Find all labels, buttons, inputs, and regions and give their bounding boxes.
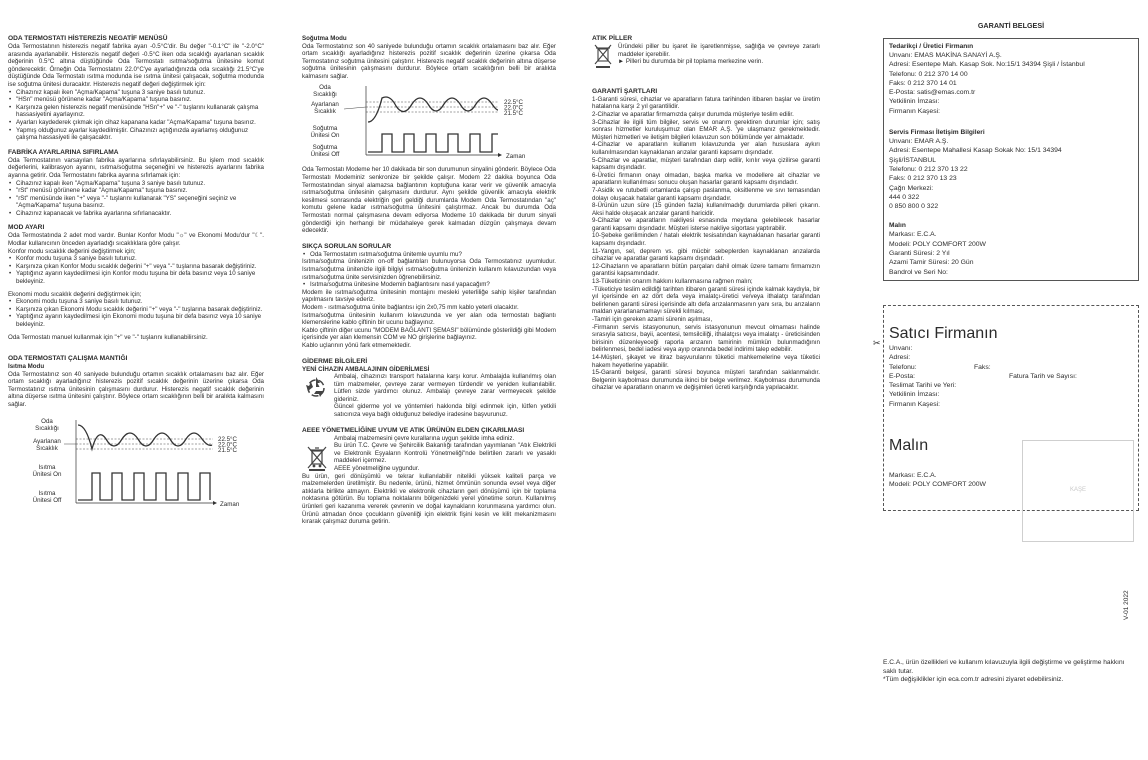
- eco-mode-steps: [8, 298, 264, 328]
- seller-field-label: Faks:: [974, 363, 991, 371]
- diagram-label: Ayarlanan: [33, 437, 61, 445]
- packaging-text: Ambalaj, cihazınızı transport hatalarına karşı korur. Ambalajda kullanılmış olan tüm malzemeler, çevreye zarar vermeyen türdendir ve yeniden kullanılabilir. Lütfen sizde yardımcı olunuz. Ambalajı çevreye zarar vermeyecek şekilde gideriniz.: [334, 373, 556, 403]
- cooling-diagram: [302, 82, 556, 160]
- comfort-mode-intro: Konfor modu sıcaklık değerini değiştirmek için;: [8, 247, 136, 255]
- info-line: Markası: E.C.A.: [889, 472, 937, 480]
- faq-answer: Isıtma/soğutma ünitesinin kullanım kılavuzunda ve yer alan oda termostatı bağlantı klemenslerine kablo çiftinin bir ucunu bağlayınız.: [302, 311, 556, 327]
- warranty-terms-title: GARANTİ ŞARTLARI: [592, 87, 658, 95]
- packaging-contact-text: Güncel giderme yol ve yöntemleri hakkında bilgi edinmek için, lütfen yetkili satıcınıza veya bağlı olduğunuz belediye iradesine başvurunuz.: [334, 403, 556, 418]
- eco-mode-intro: Ekonomi modu sıcaklık değerini değiştirmek için;: [8, 290, 142, 298]
- list-item: 9-Cihazlar ve aparatların nakliyesi esnasında meydana gelebilecek hasarlar garanti kapsamı dışındadır. Müşteri isterse nakliye sigortası yaptırabilir.: [592, 217, 820, 232]
- info-line: 444 0 322: [889, 193, 920, 201]
- list-item: • Ekonomi modu tuşuna 3 saniye basılı tutunuz.: [8, 298, 264, 306]
- info-line: Çağrı Merkezi:: [889, 184, 934, 192]
- service-heading: Servis Firması İletişim Bilgileri: [889, 129, 985, 137]
- leader-line: [344, 107, 366, 109]
- diagram-label: Soğutma: [312, 125, 338, 133]
- faq-title: SIKÇA SORULAN SORULAR: [302, 242, 392, 250]
- list-item: 5-Cihazlar ve aparatlar, müşteri tarafından darp edilir, kırılır veya çizilirse garanti kapsamı dışındadır.: [592, 156, 820, 172]
- packaging-disposal-subtitle: YENİ CİHAZIN AMBALAJININ GİDERİLMESİ: [302, 365, 430, 373]
- info-line: Bandrol ve Seri No:: [889, 268, 948, 276]
- battery-text: Üründeki piller bu işaret ile işaretlenmişse, sağlığa ve çevreye zararlı maddeler içerebilir.: [618, 43, 820, 58]
- faq-answer: Isıtma/soğutma ünitenizin on-off bağlantıları bulunuyorsa Oda Termostatınız uyumludur. Isıtma/soğutma ünitenizle ilgili bilgiyi ısıtma/soğutma ünitenizin kullanım kılavuzundan veya ısıtma/soğutma ünite servisinizden öğrenebilirsiniz.: [302, 258, 556, 281]
- diagram-label: Sıcaklık: [314, 108, 336, 116]
- battery-block: [592, 43, 820, 66]
- info-line: Telefonu: 0 212 370 13 22: [889, 165, 968, 173]
- info-line: Faks: 0 212 370 13 23: [889, 175, 957, 183]
- crossed-bin-icon: [306, 445, 328, 471]
- hysteresis-steps: [8, 89, 264, 142]
- version-label: V-01 2022: [1123, 590, 1130, 620]
- value-label: 21.5°C: [218, 446, 237, 454]
- list-item: • Yaptığınız ayarın kaydedilmesi için Ekonomi modu tuşuna bir defa basınız veya 10 saniye bekleyiniz.: [8, 313, 264, 328]
- diagram-label: Ünitesi On: [310, 132, 340, 140]
- info-line: Markası: E.C.A.: [889, 231, 937, 239]
- list-item: 11-Yangın, sel, deprem vs. gibi mücbir sebeplerden kaynaklanan arızalarda cihazlar ve aparatlar garanti kapsamı dışındadır.: [592, 247, 820, 263]
- seller-field-label: Yetkilinin İmzası:: [889, 391, 940, 399]
- value-label: 22.5°C: [218, 435, 237, 443]
- faq-answer: Kablo uçlarının yönü fark etmemektedir.: [302, 341, 412, 349]
- info-line: 0 850 800 0 322: [889, 203, 939, 211]
- list-item: 15-Garanti belgesi, garanti süresi boyunca müşteri tarafından saklanmalıdır. Belgenin kaybolması durumunda ikinci bir belge verilmez. Kaybolması durumunda cihazlar ve aparatların onarım ve değişimleri ücreti karşılığında yapılacaktır.: [592, 369, 820, 392]
- battery-text: ► Pilleri bu durumda bir pil toplama merkezine verin.: [618, 58, 764, 66]
- diagram-label: Sıcaklığı: [35, 424, 59, 432]
- faq-question: • Oda Termostatım ısıtma/soğutma ünitemle uyumlu mu?: [302, 251, 556, 259]
- list-item: • Cihazınız kapalı iken "Açma/Kapama" tuşuna 3 saniye basılı tutunuz.: [8, 89, 264, 97]
- column-1: [8, 0, 264, 515]
- unit-state-waveform: [78, 473, 210, 500]
- diagram-label: Soğutma: [312, 144, 338, 152]
- list-item: 13-Tüketicinin onarım hakkını kullanmasına rağmen malın;: [592, 278, 753, 286]
- diagram-label: Ünitesi Off: [32, 496, 62, 504]
- list-item: 8-Ürünün uzun süre (15 günden fazla) kullanılmadığı durumlarda pilleri çıkarın. Aksi halde oluşacak arızalar garanti haricidir.: [592, 202, 820, 217]
- seller-field-row: [889, 363, 1133, 372]
- info-line: Unvanı: EMAR A.Ş.: [889, 138, 949, 146]
- temperature-curve: [368, 97, 498, 122]
- cooling-mode-text: Oda Termostatınız son 40 saniyede bulunduğu ortamın sıcaklık ortalamasını baz alır. Eğer ortam sıcaklığı ayarladığınız histerezis pozitif sıcaklık değerinin üzerine çıkarsa Oda Termostatınız soğutma ünitesini çalıştırır. Histerezis negatif sıcaklık değerinin altına düşerse soğutma ünitesinin çalışmasını durdurur. Böylece ortam sıcaklığının belli bir aralıkta kalmasını sağlar.: [302, 42, 556, 80]
- info-line: Şişli/İSTANBUL: [889, 156, 937, 164]
- info-line: Faks: 0 212 370 14 01: [889, 79, 957, 87]
- info-line: Unvanı: EMAS MAKİNA SANAYİ A.Ş.: [889, 52, 1002, 59]
- diagram-label: Sıcaklığı: [313, 91, 337, 99]
- seller-field-label: Firmanın Kaşesi:: [889, 400, 940, 408]
- faq-answer: Modem - ısıtma/soğutma ünite bağlantısı için 2x0,75 mm kablo yeterli olacaktır.: [302, 303, 519, 311]
- info-line: Modeli: POLY COMFORT 200W: [889, 240, 986, 248]
- info-line: Garanti Süresi: 2 Yıl: [889, 250, 950, 258]
- diagram-label: Zaman: [220, 500, 240, 508]
- list-item: • Konfor modu tuşuna 3 saniye basılı tutunuz.: [8, 255, 264, 263]
- crossed-bin-icon: [594, 44, 612, 68]
- product-heading: Malın: [889, 222, 906, 230]
- warranty-terms-list: [592, 96, 820, 392]
- info-line: Telefonu: 0 212 370 14 00: [889, 70, 968, 78]
- heating-mode-text: Oda Termostatınız son 40 saniyede bulunduğu ortamın sıcaklık ortalamasını baz alır. Eğer ortam sıcaklığı ayarladığınız histerezis pozitif sıcaklık değerinin üzerine çıkarsa Oda Termostatınız ısıtma ünitesinin çalışmasını durdurur. Histerezis negatif sıcaklık değerinin altına düşerse ısıtma ünitesini çalıştırır. Böylece ortam sıcaklığının belli bir aralıkta kalmasını sağlar.: [8, 370, 264, 409]
- list-item: • "HSn" menüsü görünene kadar "Açma/Kapama" tuşuna basınız.: [8, 96, 264, 104]
- list-item: 3-Cihazlar ile ilgili tüm bilgiler, servis ve onarım gerektiren durumlar için; satış sonrası hizmetler kuruluşumuz olan EMAR A.Ş. 'ye ulaşmanız gerekmektedir. Müşteri hizmetleri ve iletişim bilgileri kılavuzun son bölümünde yer almaktadır.: [592, 118, 820, 141]
- seller-field-label: Telefonu:: [889, 363, 917, 371]
- rights-note: E.C.A., ürün özellikleri ve kullanım kılavuzuyla ilgili değiştirme ve geliştirme hakkını saklı tutar.: [883, 658, 1125, 675]
- list-item: -Tamiri için gereken azami sürenin aşılması,: [592, 316, 713, 323]
- info-line: Adresi: Esentepe Mah. Kasap Sok. No:15/1 34394 Şişli / İstanbul: [889, 61, 1085, 69]
- stamp-area: [1022, 440, 1134, 542]
- weee-text: Bu ürün T.C. Çevre ve Şehircilik Bakanlığı tarafından yayımlanan "Atık Elektrikli ve Elektronik Eşyaların Kontrolü Yönetmeliği"nde belirtilen zararlı ve yasaklı maddeleri içermez.: [334, 442, 556, 465]
- value-label: 22.0°C: [218, 441, 237, 449]
- disposal-title: GİDERME BİLGİLERİ: [302, 357, 368, 365]
- info-line: Firmanın Kaşesi:: [889, 107, 940, 115]
- packaging-block: [302, 373, 556, 419]
- battery-title: ATIK PİLLER: [592, 35, 633, 42]
- info-line: E-Posta: satis@emas.com.tr: [889, 89, 976, 97]
- factory-reset-title: FABRİKA AYARLARINA SIFIRLAMA: [8, 148, 119, 156]
- list-item: • Ayarları kaydederek çıkmak için cihaz kapanana kadar "Açma/Kapama" tuşuna basınız.: [8, 119, 264, 127]
- cooling-mode-subtitle: Soğutma Modu: [302, 35, 347, 42]
- info-line: Yetkilinin İmzası:: [889, 98, 940, 106]
- column-2: [302, 0, 556, 526]
- modem-sync-text: Oda Termostatı Modeme her 10 dakikada bir son durumunun sinyalini gönderir. Böylece Oda Termostatı Modeminiz senkronize bir şekilde çalışır. Modem 22 dakika boyunca Oda Termostatından sinyal alamazsa bağlantının koptuğuna karar verir ve güvenlik amacıyla ısıtma/soğutma ünitesinin çalışmasını durdurur. Aynı şekilde güvenlik amacıyla elektrik kesilmesi sonrasında elektriğin geri geldiği durumlarda Modem Oda Termostatından "aç" komutu gelene kadar ısıtma/soğutma ünitesini çalıştırmaz. Ancak bu durumda Oda Termostatı normal çalışmasına devam ediyorsa Modeme 10 dakikada bir durum sinyali gönderdiği için herhangi bir müdahaleye gerek kalmadan düzgün çalışmaya devam edecektir.: [302, 166, 556, 235]
- hysteresis-text: Oda Termostatının histerezis negatif fabrika ayarı -0.5°C'dir. Bu değer "-0.1°C" ile "-2.0°C" arasında ayarlanabilir. Histerezis negatif değeri -0.5°C iken oda sıcaklığı ayarlanan sıcaklık değerinin 0.5°C altına düştüğünde Oda Termostatı ısıtma/soğutma ünitesine komut gönderecektir. Örneğin Oda Termostatını 22.0°C'ye ayarladığınızda oda sıcaklığı 21.5°C'ye düştüğünde Oda Termostatı ısıtma modunda ise ısıtma ünitesi çalışacak, soğutma modunda ise soğutma ünitesi duracaktır. Histerezis negatif değeri değiştirmek için:: [8, 43, 264, 88]
- list-item: • "rSt" menüsü görünene kadar "Açma/Kapama" tuşuna basınız.: [8, 187, 264, 195]
- diagram-label: Sıcaklık: [36, 444, 58, 452]
- column-4: [883, 0, 1139, 685]
- stamp-label: KAŞE: [1069, 487, 1086, 493]
- list-item: • Karşınıza çıkan Konfor Modu sıcaklık değerini "+" veya "-" tuşlarına basarak değiştiriniz.: [8, 263, 264, 271]
- info-line: Azami Tamir Süresi: 20 Gün: [889, 259, 974, 267]
- scissors-icon: ✂: [873, 338, 881, 348]
- heating-diagram: [8, 415, 264, 515]
- faq-answer: Modem ile ısıtma/soğutma ünitesinin montajını mesleki yeterliliğe sahip kişiler tarafından yapılmasını tavsiye ederiz.: [302, 288, 556, 304]
- weee-text: Bu ürün, geri dönüşümlü ve tekrar kullanılabilir nitelikli yüksek kaliteli parça ve malzemelerden üretilmiştir. Bu nedenle, ürünü, hizmet ömrünün sonunda evsel veya diğer atıklarla birlikte atmayın. Elektrikli ve elektronik cihazların geri dönüşümü için bir toplama noktasına götürün. Bu toplama noktalarını bölgenizdeki yerel yönetime sorun. Kullanılmış ürünleri geri kazanıma vererek çevrenin ve doğal kaynakların korunmasına yardımcı olun. Ürünü atmadan önce çocukların güvenliği için elektrik fişini kesin ve kilit mekanizmasını kırarak çalışmaz duruma getirin.: [302, 472, 556, 526]
- list-item: 2-Cihazlar ve aparatlar firmamızda çalışır durumda müşteriye teslim edilir.: [592, 110, 794, 118]
- diagram-label: Ayarlanan: [311, 101, 339, 109]
- seller-heading: Satıcı Firmanın: [889, 324, 998, 342]
- hysteresis-title: ODA TERMOSTATI HİSTEREZİS NEGATİF MENÜSÜ: [8, 35, 168, 42]
- list-item: 10-Şebeke geriliminden / hatalı elektrik tesisatından kaynaklanan hasarlar garanti kapsamı dışındadır.: [592, 232, 820, 248]
- list-item: 1-Garanti süresi, cihazlar ve aparatların fatura tarihinden itibaren başlar ve üretim hatalarına karşı 2 yıl garantilidir.: [592, 95, 820, 111]
- mode-title: MOD AYARI: [8, 224, 45, 232]
- list-item: 14-Müşteri, şikayet ve itiraz başvurularını tüketici mahkemelerine veya tüketici hakem heyetlerine yapabilir.: [592, 353, 820, 369]
- list-item: • "rSt" menüsünde iken "+" veya "-" tuşlarını kullanarak "YS" seçeneğini seçiniz ve "Açma/Kapama" tuşuna basınız.: [8, 195, 264, 210]
- manual-use-note: Oda Termostatı manuel kullanmak için "+" ve "-" tuşlarını kullanabilirsiniz.: [8, 333, 208, 341]
- diagram-label: Zaman: [506, 153, 526, 161]
- value-label: 22.5°C: [504, 99, 523, 107]
- list-item: 6-Üretici firmanın onayı olmadan, başka marka ve modellere ait cihazlar ve aparatların kullanılması sonucu oluşan hasarlar garanti kapsamı dışındadır.: [592, 171, 820, 187]
- recycle-icon: [304, 375, 328, 399]
- x-axis-arrow: [213, 501, 217, 505]
- seller-field-row: [889, 372, 1133, 381]
- diagram-label: Isıtma: [38, 463, 56, 471]
- info-line: Modeli: POLY COMFORT 200W: [889, 481, 986, 489]
- column-3: [592, 0, 820, 392]
- logic-title: ODA TERMOSTATI ÇALIŞMA MANTIĞI: [8, 355, 128, 363]
- info-line: Adresi: Esentepe Mahallesi Kasap Sokak No: 15/1 34394: [889, 147, 1062, 155]
- seller-field-label: Adresi:: [889, 354, 911, 362]
- product-heading: Malın: [889, 437, 929, 455]
- diagram-label: Ünitesi On: [32, 470, 62, 478]
- list-item: • Karşınıza çıkan Ekonomi Modu sıcaklık değerini "+" veya "-" tuşlarına basarak değiştiriniz.: [8, 306, 264, 314]
- supplier-heading: Tedarikçi / Üretici Firmanın: [889, 43, 974, 50]
- weee-text: Ambalaj malzemesini çevre kurallarına uygun şekilde imha ediniz.: [334, 434, 515, 442]
- list-item: • Yaptığınız ayarın kaydedilmesi için Konfor modu tuşuna bir defa basınız veya 10 saniye bekleyiniz.: [8, 270, 264, 285]
- weee-block: [302, 435, 556, 473]
- x-axis-arrow: [498, 153, 502, 157]
- list-item: 12-Cihazların ve aparatların bütün parçaları dahil olmak üzere tamamı firmamızın garantisi kapsamındadır.: [592, 262, 820, 278]
- warranty-info-box: [883, 38, 1139, 281]
- mode-text: Oda Termostatında 2 adet mod vardır. Bunlar Konfor Modu "☼" ve Ekonomi Modu'dur "☾". Modlar kullanıcının önceden ayarladığı sıcaklıklara göre çalışır.: [8, 232, 264, 248]
- seller-field-label: E-Posta:: [889, 372, 916, 380]
- list-item: 7-Asidik ve rutubetli ortamlarda çalışıp paslanma, oksitlenme ve sıvı temasından dolayı oluşacak hatalar garanti kapsamı dışındadır.: [592, 186, 820, 202]
- seller-field-label: Fatura Tarih ve Sayısı:: [1009, 372, 1077, 380]
- warranty-certificate-title: GARANTİ BELGESİ: [977, 21, 1045, 30]
- heating-mode-subtitle: Isıtma Modu: [8, 363, 45, 371]
- list-item: -Firmanın servis istasyonunun, servis istasyonunun mevcut olmaması halinde sırasıyla satıcısı, bayii, acentesi, temsilciliği, ithalatçısı veya imalatçı - üreticisinden birisinin düzenleyeceği raporla arızanın tamirinin mümkün bulunmadığının belirlenmesi, bedel iadesi veya ayıp oranında bedel indirimi talep edebilir.: [592, 323, 820, 354]
- diagram-label: Oda: [41, 417, 53, 425]
- factory-reset-text: Oda Termostatının varsayılan fabrika ayarlarına sıfırlayabilirsiniz. Bu işlem mod sıcaklık değerlerini, kalibrasyon ayarını, ısıtma/soğutma seçeneğini ve histerezis ayarlarını fabrika ayarına getirir. Oda Termostatını fabrika ayarına sıfırlamak için:: [8, 156, 264, 179]
- unit-state-waveform: [368, 134, 498, 152]
- list-item: 4-Cihazlar ve aparatların kullanım kılavuzunda yer alan hususlara aykırı kullanılmasından kaynaklanan arızalar garanti kapsamı dışındadır.: [592, 141, 820, 156]
- weee-text: AEEE yönetmeliğine uygundur.: [334, 464, 420, 472]
- faq-answer: Kablo çiftinin diğer ucunu "MODEM BAĞLANTI ŞEMASI" bölümünde gösterildiği gibi Modem içerisinde yer alan klemensin COM ve NO girişlerine bağlayınız.: [302, 326, 556, 342]
- value-label: 21.5°C: [504, 110, 523, 118]
- diagram-label: Oda: [319, 84, 331, 92]
- list-item: • Cihazınız kapalı iken "Açma/Kapama" tuşuna 3 saniye basılı tutunuz.: [8, 180, 264, 188]
- list-item: • Yapmış olduğunuz ayarlar kaydedilmiştir. Cihazınızı açtığınızda ayarlamış olduğunuz çalışma hassasiyeti ile çalışacaktır.: [8, 127, 264, 142]
- seller-field-label: Unvanı:: [889, 344, 913, 352]
- temperature-curve: [78, 425, 212, 449]
- weee-title: AEEE YÖNETMELİĞİNE UYUM VE ATIK ÜRÜNÜN ELDEN ÇIKARILMASI: [302, 426, 525, 434]
- list-item: -Tüketiciye teslim edildiği tarihten itibaren garanti süresi içinde kalmak kaydıyla, bir yıl içerisinde en az dört defa veya imalatçı-üretici ve/veya ithalatçı tarafından belirlenen garanti süresi içerisinde altı defa arızalanmasının yanı sıra, bu arızaların maldan yararlanamamayı sürekli kılması,: [592, 285, 820, 316]
- list-item: • Cihazınız kapanacak ve fabrika ayarlarına sıfırlanacaktır.: [8, 210, 264, 218]
- comfort-mode-steps: [8, 255, 264, 285]
- diagram-label: Isıtma: [38, 489, 56, 497]
- value-label: 22.0°C: [504, 104, 523, 112]
- website-note: *Tüm değişiklikler için eca.com.tr adresini ziyaret edebilirsiniz.: [883, 676, 1064, 684]
- seller-field-label: Teslimat Tarihi ve Yeri:: [889, 382, 957, 390]
- factory-reset-steps: [8, 180, 264, 218]
- list-item: • Karşınıza gelen histerezis negatif menüsünde "HSn"+" ve "-" tuşlarını kullanarak çalışma hassasiyetini ayarlayınız.: [8, 104, 264, 119]
- faq-question: • Isıtma/soğutma ünitesine Modemin bağlantısını nasıl yapacağım?: [302, 281, 556, 289]
- diagram-label: Ünitesi Off: [310, 151, 340, 159]
